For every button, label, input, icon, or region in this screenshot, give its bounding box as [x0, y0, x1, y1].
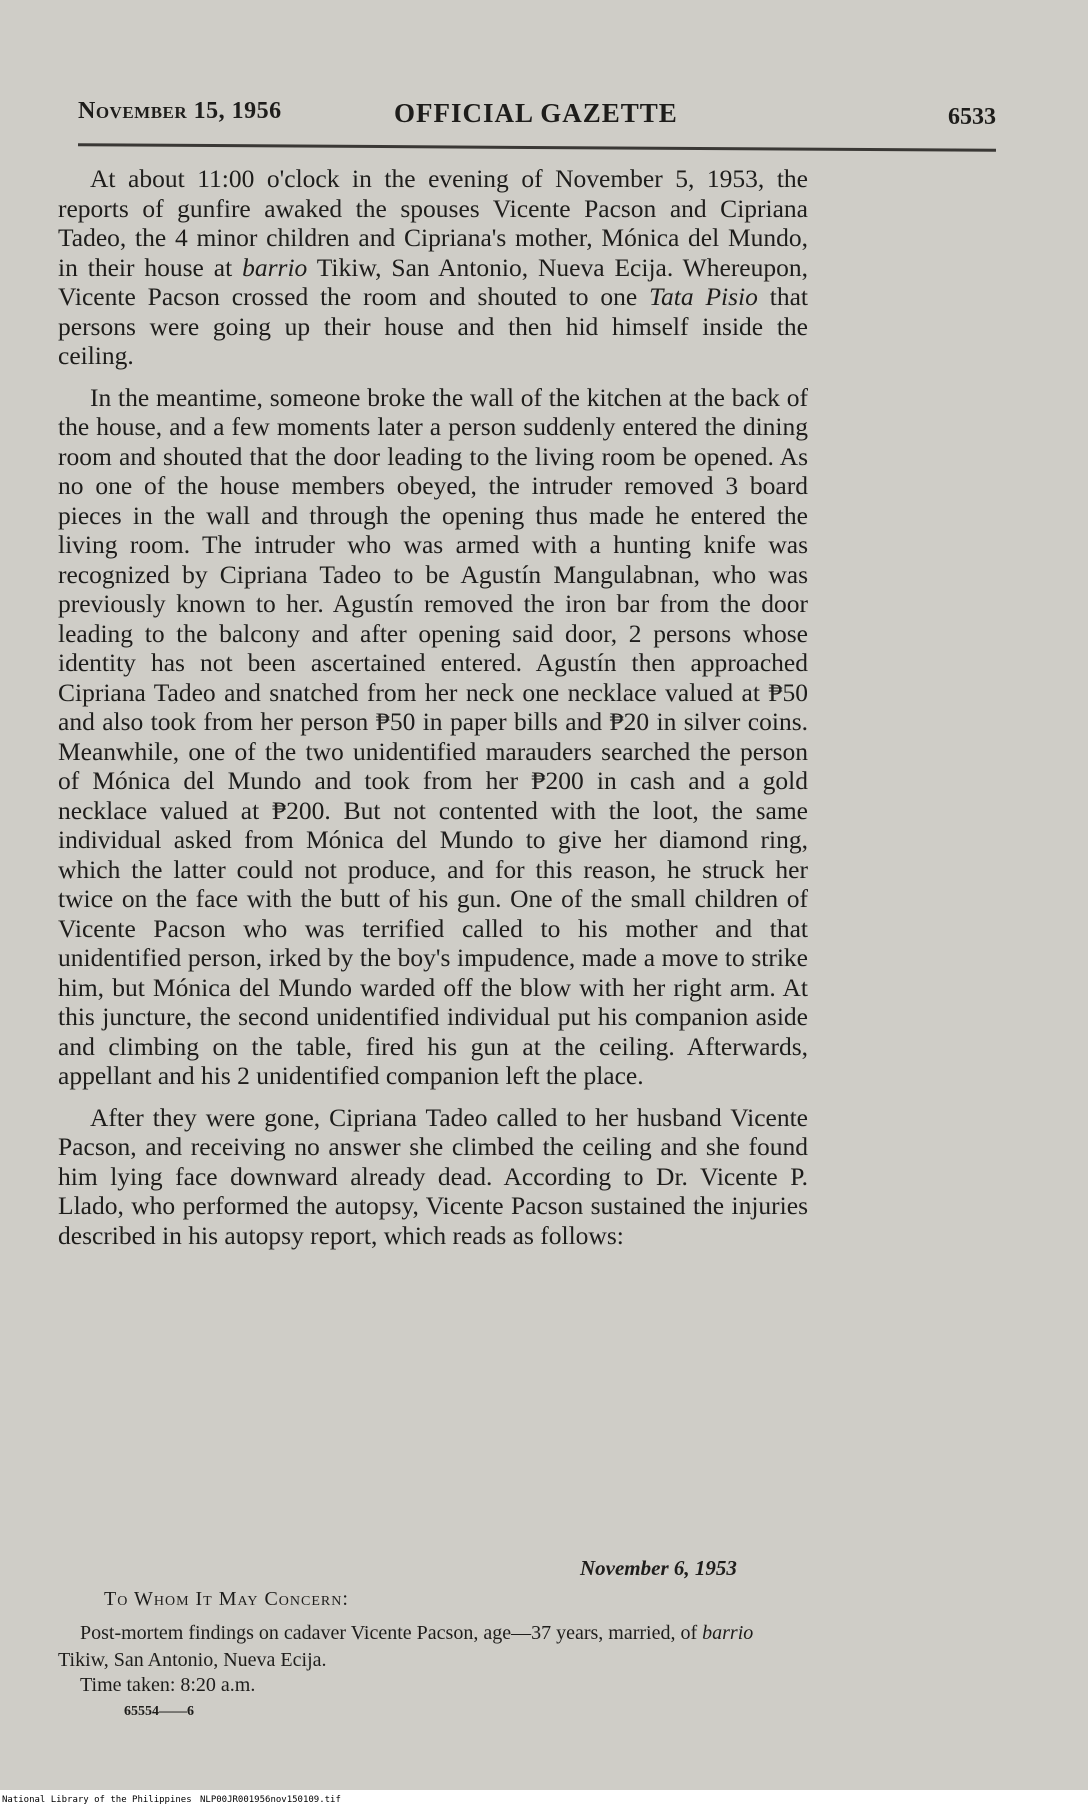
- paragraph-1: [58, 164, 808, 371]
- paragraph-1-text-c: that persons were going up their house and then hid himself inside the ceiling.: [58, 282, 808, 370]
- paragraph-1-text-a: At about 11:00 o'clock in the evening of November 5, 1953, the reports of gunfire awaked the spouses Vicente Pacson and Cipriana Tadeo, the 4 minor children and Cipriana's mother, Mónica del Mundo, in their house at: [58, 164, 808, 282]
- findings-text-a: Post-mortem findings on cadaver Vicente Pacson, age—37 years, married, of: [80, 1622, 703, 1644]
- findings-text-b: Tikiw, San Antonio, Nueva Ecija.: [58, 1649, 327, 1671]
- page-header: [78, 98, 996, 138]
- scan-footer: [0, 1791, 1088, 1808]
- paragraph-1-italic-barrio: barrio: [242, 252, 308, 282]
- article-body: [58, 164, 808, 1262]
- paragraph-2: In the meantime, someone broke the wall of the kitchen at the back of the house, and a few moments later a person suddenly entered the dining room and shouted that the door leading to the living room be opened. As no one of the house members obeyed, the intruder removed 3 board pieces in the wall and through the opening thus made he entered the living room. The intruder who was armed with a hunting knife was recognized by Cipriana Tadeo to be Agustín Mangulabnan, who was previously known to her. Agustín removed the iron bar from the door leading to the balcony and after opening said door, 2 persons whose identity has not been ascertained entered. Agustín then approached Cipriana Tadeo and snatched from her neck one necklace valued at ₱50 and also took from her person ₱50 in paper bills and ₱20 in silver coins. Meanwhile, one of the two unidentified marauders searched the person of Mónica del Mundo and took from her ₱200 in cash and a gold necklace valued at ₱200. But not contented with the loot, the same individual asked from Mónica del Mundo to give her diamond ring, which the latter could not produce, and for this reason, he struck her twice on the face with the butt of his gun. One of the small children of Vicente Pacson who was terrified called to his mother and that unidentified person, irked by the boy's impudence, made a move to strike him, but Mónica del Mundo warded off the blow with her right arm. At this juncture, the second unidentified individual put his companion aside and climbing on the table, fired his gun at the ceiling. Afterwards, appellant and his 2 unidentified companion left the place.: [58, 382, 808, 1090]
- paragraph-3: After they were gone, Cipriana Tadeo called to her husband Vicente Pacson, and receiving no answer she climbed the ceiling and she found him lying face downward already dead. According to Dr. Vicente P. Llado, who performed the autopsy, Vicente Pacson sustained the injuries described in his autopsy report, which reads as follows:: [58, 1102, 808, 1250]
- header-page-number: 6533: [948, 104, 996, 130]
- letter-time-taken: Time taken: 8:20 a.m.: [80, 1674, 256, 1696]
- print-code: 65554——6: [124, 1704, 194, 1719]
- findings-italic-barrio: barrio: [702, 1622, 754, 1644]
- paragraph-1-text-b: Tikiw, San Antonio, Nueva Ecija. Whereupon, Vicente Pacson crossed the room and shouted to one: [58, 252, 808, 311]
- letter-date: November 6, 1953: [580, 1556, 737, 1580]
- header-title: OFFICIAL GAZETTE: [394, 98, 678, 128]
- footer-filename: NLP00JR001956nov150109.tif: [200, 1795, 341, 1805]
- paragraph-1-italic-name: Tata Pisio: [649, 282, 758, 311]
- footer-library: National Library of the Philippines: [2, 1795, 192, 1805]
- letter-findings: [58, 1620, 798, 1674]
- letter-salutation: To Whom It May Concern:: [104, 1588, 349, 1610]
- header-rule: [78, 143, 996, 152]
- header-date: November 15, 1956: [78, 98, 282, 124]
